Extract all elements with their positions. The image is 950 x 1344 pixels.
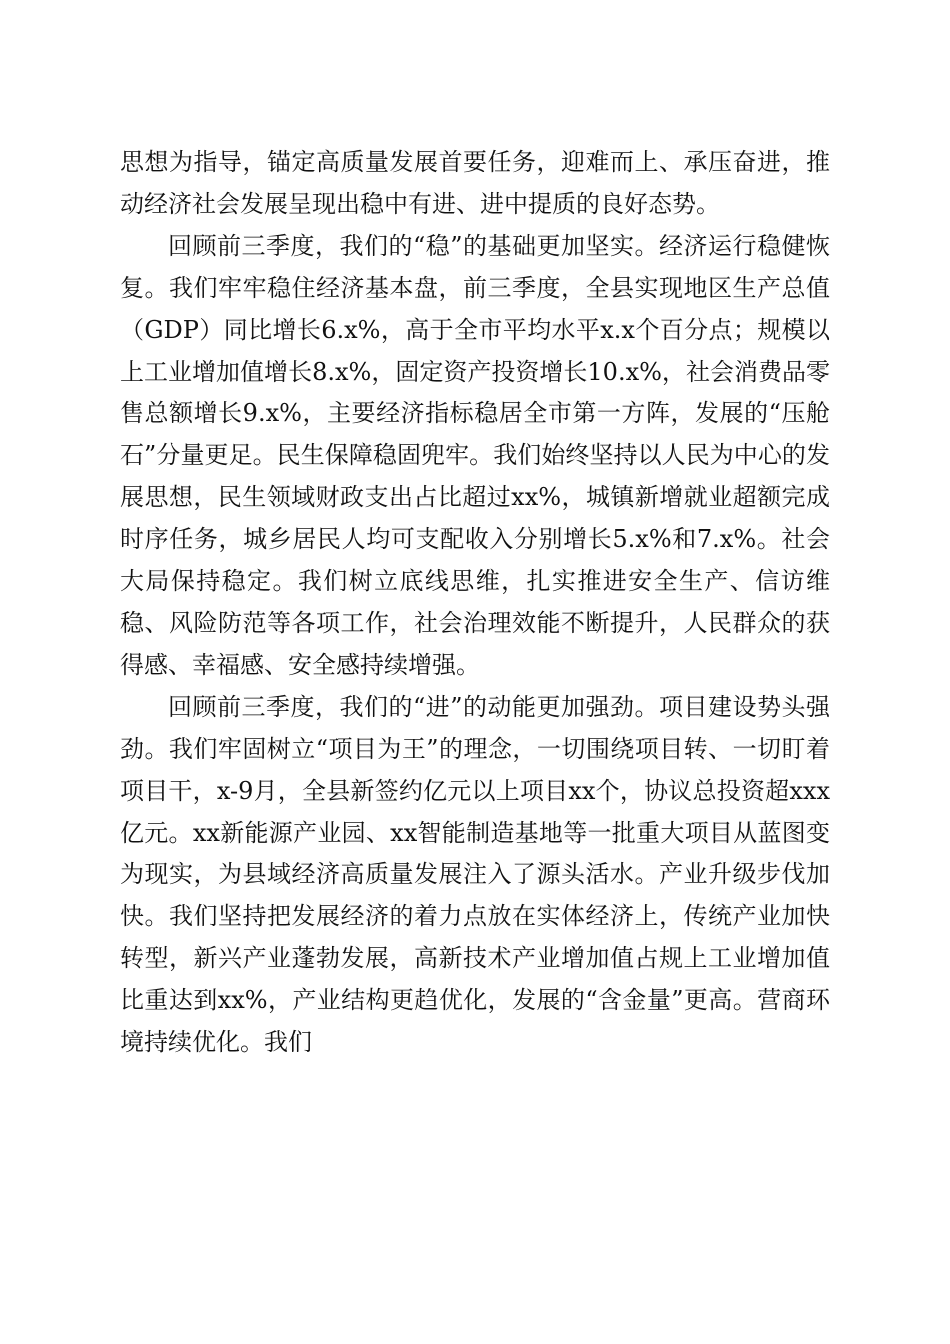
paragraph-stability: 回顾前三季度，我们的“稳”的基础更加坚实。经济运行稳健恢复。我们牢牢稳住经济基本盘，前三季度，全县实现地区生产总值（GDP）同比增长6.x%，高于全市平均水平x.x个百分点；规模以上工业增加值增长8.x%，固定资产投资增长10.x%，社会消费品零售总额增长9.x%，主要经济指标稳居全市第一方阵，发展的“压舱石”分量更足。民生保障稳固兜牢。我们始终坚持以人民为中心的发展思想，民生领域财政支出占比超过xx%，城镇新增就业超额完成时序任务，城乡居民人均可支配收入分别增长5.x%和7.x%。社会大局保持稳定。我们树立底线思维，扎实推进安全生产、信访维稳、风险防范等各项工作，社会治理效能不断提升，人民群众的获得感、幸福感、安全感持续增强。 xyxy=(120,231,830,679)
document-body xyxy=(120,142,830,1064)
paragraph-continuation: 思想为指导，锚定高质量发展首要任务，迎难而上、承压奋进，推动经济社会发展呈现出稳中有进、进中提质的良好态势。 xyxy=(120,148,830,218)
paragraph-progress: 回顾前三季度，我们的“进”的动能更加强劲。项目建设势头强劲。我们牢固树立“项目为王”的理念，一切围绕项目转、一切盯着项目干，x-9月，全县新签约亿元以上项目xx个，协议总投资超xxx亿元。xx新能源产业园、xx智能制造基地等一批重大项目从蓝图变为现实，为县域经济高质量发展注入了源头活水。产业升级步伐加快。我们坚持把发展经济的着力点放在实体经济上，传统产业加快转型，新兴产业蓬勃发展，高新技术产业增加值占规上工业增加值比重达到xx%，产业结构更趋优化，发展的“含金量”更高。营商环境持续优化。我们 xyxy=(120,692,830,1057)
